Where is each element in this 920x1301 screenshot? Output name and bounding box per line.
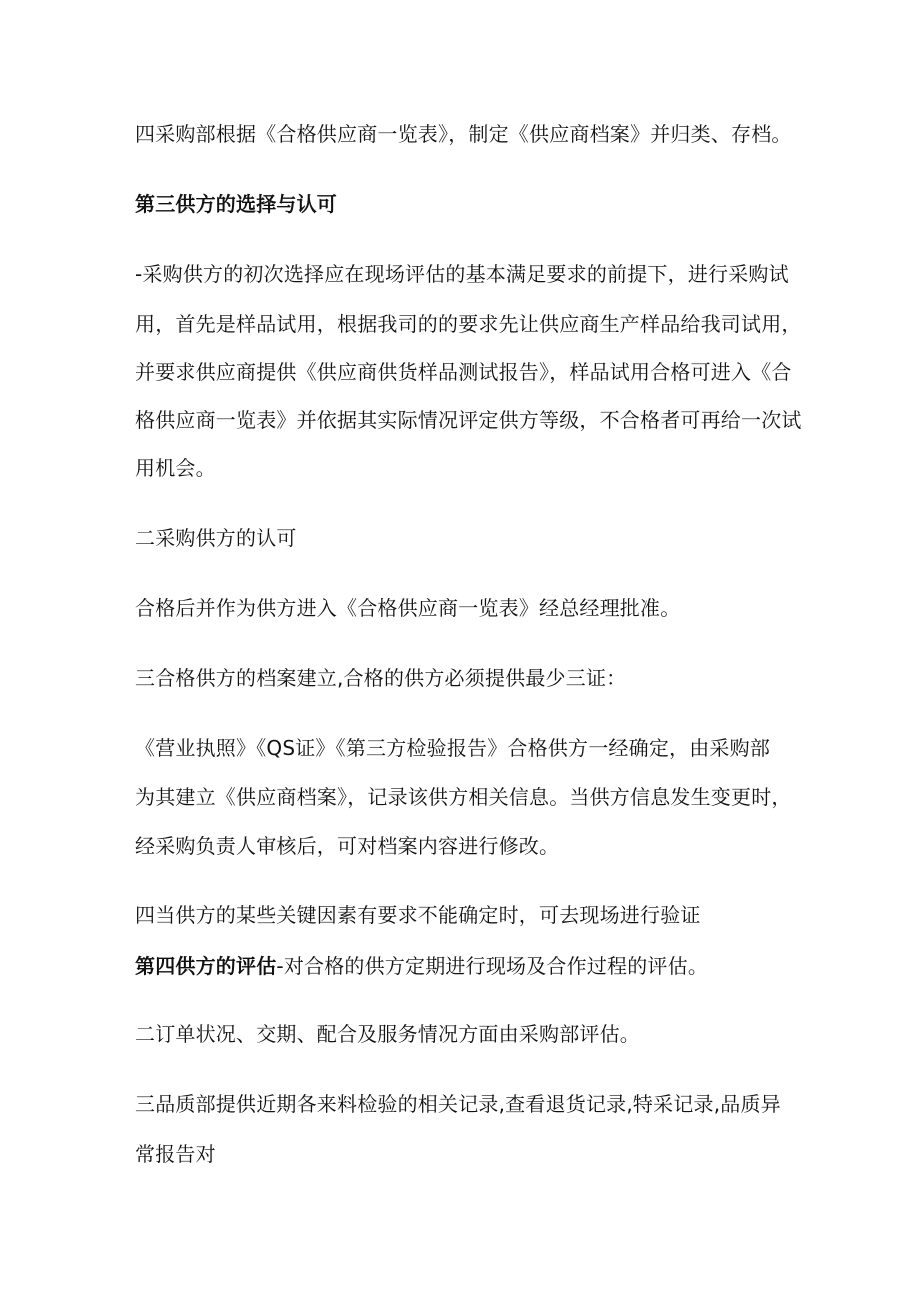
paragraph-line xyxy=(135,952,807,980)
paragraph-line: 常报告对 xyxy=(135,1142,216,1166)
paragraph-line: 三品质部提供近期各来料检验的相关记录,查看退货记录,特采记录,品质异 xyxy=(135,1092,781,1116)
paragraph-line: 四当供方的某些关键因素有要求不能确定时，可去现场进行验证 xyxy=(135,903,701,927)
paragraph-line: 为其建立《供应商档案》，记录该供方相关信息。当供方信息发生变更时， xyxy=(135,785,792,809)
paragraph-line: 四采购部根据《合格供应商一览表》，制定《供应商档案》并归类、存档。 xyxy=(135,122,792,146)
section-heading: 第三供方的选择与认可 xyxy=(135,192,337,216)
paragraph-line: -采购供方的初次选择应在现场评估的基本满足要求的前提下，进行采购试 xyxy=(135,262,789,286)
paragraph-line: 用，首先是样品试用，根据我司的的要求先让供应商生产样品给我司试用， xyxy=(135,312,802,336)
paragraph-line: 经采购负责人审核后，可对档案内容进行修改。 xyxy=(135,834,560,858)
paragraph-line: 合格后并作为供方进入《合格供应商一览表》经总经理批准。 xyxy=(135,596,681,620)
paragraph-line: 二订单状况、交期、配合及服务情况方面由采购部评估。 xyxy=(135,1022,640,1046)
paragraph-line: 二采购供方的认可 xyxy=(135,526,297,550)
paragraph-line: 《营业执照》《QS证》《第三方检验报告》合格供方一经确定，由采购部 xyxy=(135,736,771,760)
paragraph-line: 并要求供应商提供《供应商供货样品测试报告》，样品试用合格可进入《合 xyxy=(135,360,792,384)
section-heading: 第四供方的评估 xyxy=(135,954,277,978)
paragraph-line: 三合格供方的档案建立,合格的供方必须提供最少三证： xyxy=(135,666,627,690)
paragraph-line: 用机会。 xyxy=(135,456,216,480)
heading-continuation: -对合格的供方定期进行现场及合作过程的评估。 xyxy=(276,954,709,978)
paragraph-line: 格供应商一览表》并依据其实际情况评定供方等级，不合格者可再给一次试 xyxy=(135,408,802,432)
